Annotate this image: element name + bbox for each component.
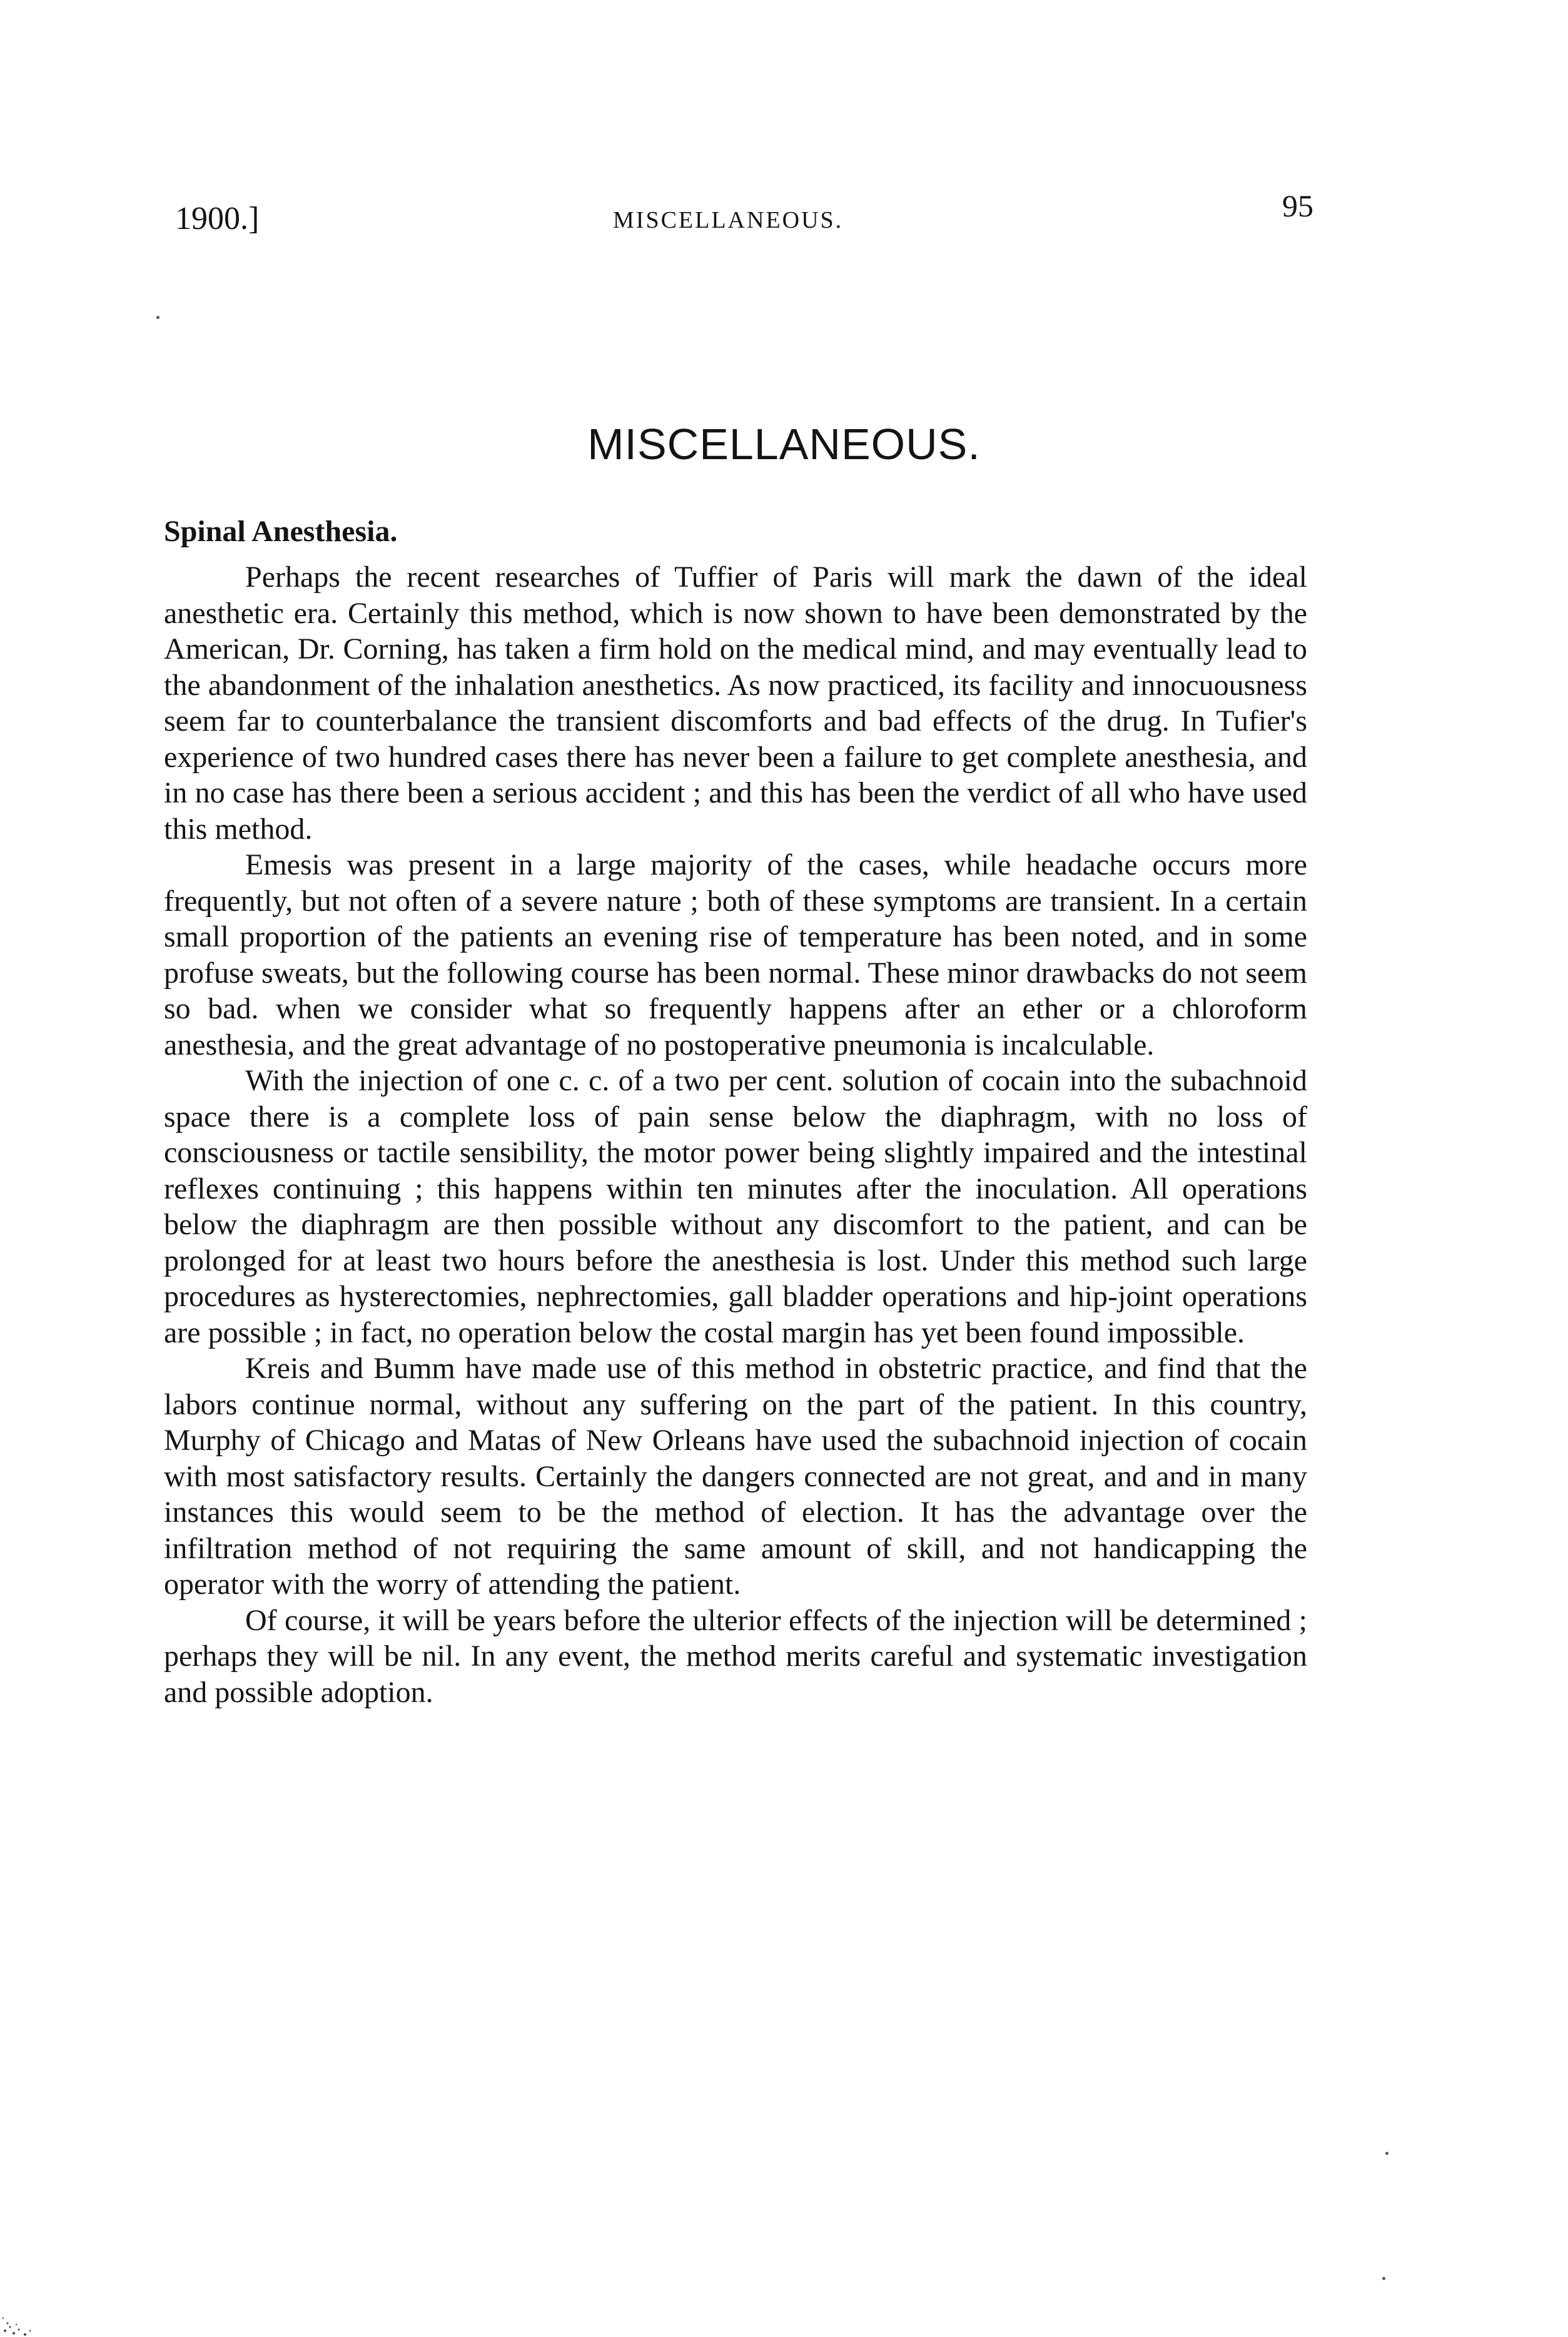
paragraph-2: Emesis was present in a large majority of the cases, while headache occurs more frequently, but not often of a severe nature ; both of these symptoms are transient. In a certain small proportion of the patients an evening rise of temperature has been noted, and in some profuse sweats, but the following course has been normal. These minor drawbacks do not seem so bad. when we consider what so frequently happens after an ether or a chloroform anesthesia, and the great advantage of no postoperative pneumonia is incalculable. [164,848,1307,1062]
scan-speck [1385,2152,1388,2155]
scan-speck [1382,2277,1385,2280]
running-head-title: MISCELLANEOUS. [613,207,844,233]
running-head [175,188,1313,244]
running-head-year: 1900.] [175,201,260,236]
paragraph-4: Kreis and Bumm have made use of this method in obstetric practice, and find that the labors continue normal, without any suffering on the part of the patient. In this country, Murphy of Chicago and Matas of New Orleans have used the subachnoid injection of cocain with most satisfactory results. Certainly the dangers connected are not great, and and in many instances this would seem to be the method of election. It has the advantage over the infiltration method of not requiring the same amount of skill, and not handicapping the operator with the worry of attending the patient. [164,1352,1307,1601]
paragraph-5: Of course, it will be years before the ulterior effects of the injection will be determined ; perhaps they will be nil. In any event, the method merits careful and systematic investigation and possible adoption. [164,1603,1307,1709]
paragraph-1: Perhaps the recent researches of Tuffier of Paris will mark the dawn of the ideal anesthetic era. Certainly this method, which is now shown to have been demonstrated by the American, Dr. Corning, has taken a firm hold on the medical mind, and may eventually lead to the abandonment of the inhalation anesthetics. As now practiced, its facility and innocuousness seem far to counterbalance the transient discomforts and bad effects of the drug. In Tufier's experience of two hundred cases there has never been a failure to get complete anesthesia, and in no case has there been a serious accident ; and this has been the verdict of all who have used this method. [164,560,1307,846]
article [164,513,1307,1710]
scan-edge-artifact [0,2299,44,2337]
page-number: 95 [1282,188,1313,223]
paragraph-3: With the injection of one c. c. of a two per cent. solution of cocain into the subachnoid space there is a complete loss of pain sense below the diaphragm, with no loss of consciousness or tactile sensibility, the motor power being slightly impaired and the intestinal reflexes continuing ; this happens within ten minutes after the inoculation. All operations below the diaphragm are then possible without any discomfort to the patient, and can be prolonged for at least two hours before the anesthesia is lost. Under this method such large procedures as hysterectomies, nephrectomies, gall bladder operations and hip-joint operations are possible ; in fact, no operation below the costal margin has yet been found impossible. [164,1064,1307,1349]
scan-speck [156,316,159,319]
section-title: Spinal Anesthesia. [164,515,398,548]
page-title: MISCELLANEOUS. [587,420,981,469]
